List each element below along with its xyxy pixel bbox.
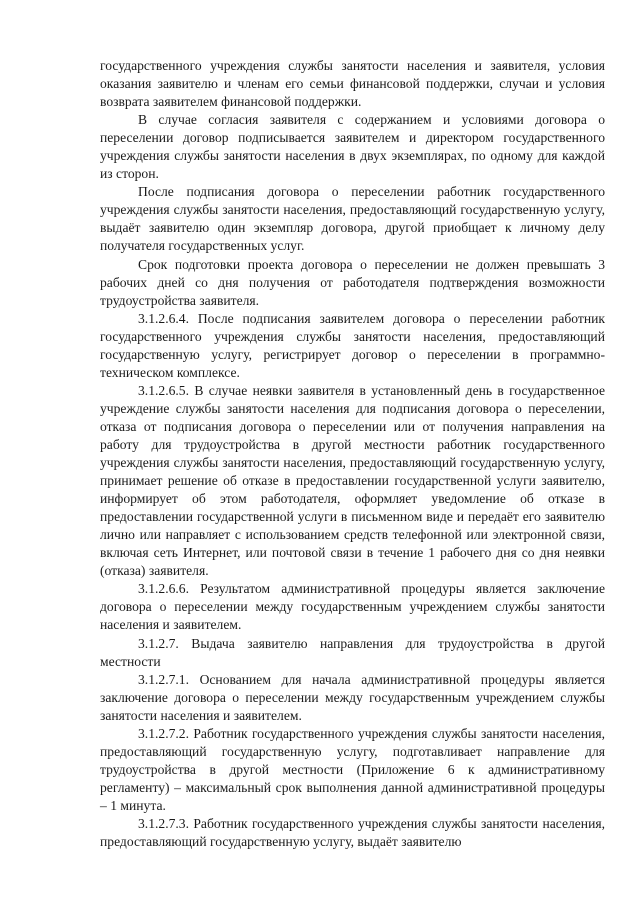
paragraph-3-1-2-6-4: 3.1.2.6.4. После подписания заявителем договора о переселении работник государственного учреждения службы занятости населения, предоставляющий государственную услугу, регистрирует договор о переселении в программно-техническом комплексе. bbox=[100, 310, 605, 380]
paragraph-3-1-2-7-1: 3.1.2.7.1. Основанием для начала административной процедуры является заключение договора о переселении между государственным учреждением службы занятости населения и заявителем. bbox=[100, 671, 605, 723]
paragraph-continuation: государственного учреждения службы занятости населения и заявителя, условия оказания заявителю и членам его семьи финансовой поддержки, случаи и условия возврата заявителем финансовой поддержки. bbox=[100, 58, 605, 110]
paragraph-3-1-2-7-2: 3.1.2.7.2. Работник государственного учреждения службы занятости населения, предоставляющий государственную услугу, подготавливает направление для трудоустройства в другой местности (Приложение 6 к административному регламенту) – максимальный срок выполнения данной административной процедуры – 1 минута. bbox=[100, 725, 605, 813]
document-body bbox=[100, 57, 605, 851]
paragraph-signing-consent: В случае согласия заявителя с содержанием и условиями договора о переселении договор подписывается заявителем и директором государственного учреждения службы занятости населения в двух экземплярах, по одному для каждой из сторон. bbox=[100, 112, 605, 182]
paragraph-after-signing: После подписания договора о переселении работник государственного учреждения службы занятости населения, предоставляющий государственную услугу, выдаёт заявителю один экземпляр договора, другой приобщает к личному делу получателя государственных услуг. bbox=[100, 184, 605, 254]
paragraph-preparation-term: Срок подготовки проекта договора о переселении не должен превышать 3 рабочих дней со дня получения от работодателя подтверждения возможности трудоустройства заявителя. bbox=[100, 256, 605, 308]
paragraph-3-1-2-6-5: 3.1.2.6.5. В случае неявки заявителя в установленный день в государственное учреждение службы занятости населения для подписания договора о переселении, отказа от подписания договора о переселении или от получения направления на работу для трудоустройства в другой местности работник государственного учреждения службы занятости населения, предоставляющий государственную услугу, принимает решение об отказе в предоставлении государственной услуги заявителю, информирует об этом работодателя, оформляет уведомление об отказе в предоставлении государственной услуги в письменном виде и передаёт его заявителю лично или направляет с использованием средств телефонной или электронной связи, включая сеть Интернет, или почтовой связи в течение 1 рабочего дня со дня неявки (отказа) заявителя. bbox=[100, 382, 605, 579]
paragraph-3-1-2-6-6: 3.1.2.6.6. Результатом административной процедуры является заключение договора о переселении между государственным учреждением службы занятости населения и заявителем. bbox=[100, 581, 605, 633]
paragraph-3-1-2-7-3: 3.1.2.7.3. Работник государственного учреждения службы занятости населения, предоставляющий государственную услугу, выдаёт заявителю bbox=[100, 815, 605, 850]
paragraph-3-1-2-7: 3.1.2.7. Выдача заявителю направления для трудоустройства в другой местности bbox=[100, 635, 605, 669]
